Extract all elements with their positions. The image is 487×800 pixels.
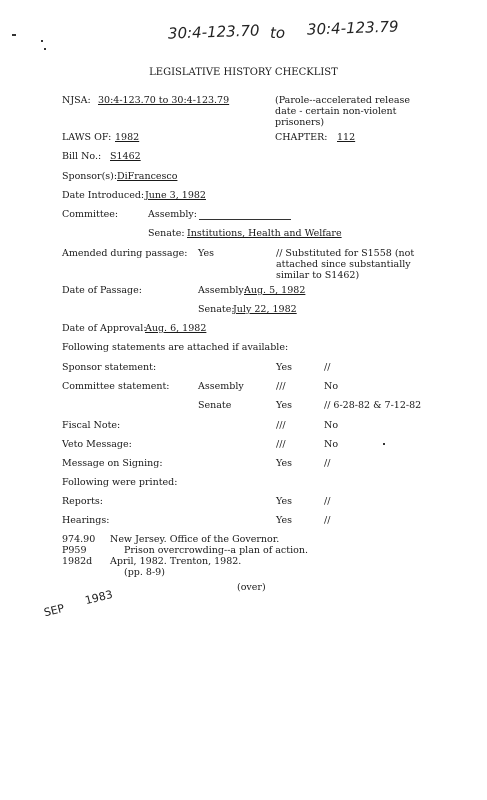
received-stamp-month: SEP (42, 601, 66, 620)
committee-statement-assembly-mark: No (324, 381, 339, 392)
sponsor-value: DiFrancesco (117, 171, 178, 182)
received-stamp-year: 1983 (83, 587, 115, 608)
fiscal-note-label: Fiscal Note: (62, 420, 121, 431)
laws-of-value: 1982 (115, 132, 140, 143)
committee-assembly-blank (199, 209, 291, 220)
handwritten-citation-to: 30:4-123.79 (306, 17, 399, 39)
passage-assembly-value: Aug. 5, 1982 (244, 285, 306, 296)
njsa-value: 30:4-123.70 to 30:4-123.79 (98, 95, 230, 106)
message-on-signing-label: Message on Signing: (62, 458, 163, 469)
njsa-note-line-3: prisoners) (275, 117, 325, 128)
over-note: (over) (237, 582, 266, 593)
hearings-status: Yes (276, 515, 292, 526)
amended-note-line-1: // Substituted for S1558 (not (276, 248, 415, 259)
bill-no-label: Bill No.: (62, 151, 102, 162)
committee-senate-value: Institutions, Health and Welfare (187, 228, 342, 239)
handwritten-to: to (270, 24, 286, 42)
message-on-signing-status: Yes (276, 458, 292, 469)
amended-note-line-3: similar to S1462) (276, 270, 360, 281)
committee-senate-label: Senate: (148, 228, 185, 239)
citation-line-2: Prison overcrowding--a plan of action. (124, 545, 308, 556)
committee-statement-senate-mark: // 6-28-82 & 7-12-82 (324, 400, 422, 411)
hearings-label: Hearings: (62, 515, 110, 526)
message-on-signing-mark: // (324, 458, 331, 469)
njsa-note-line-1: (Parole--accelerated release (275, 95, 410, 106)
reports-mark: // (324, 496, 331, 507)
call-number-3: 1982d (62, 556, 93, 567)
njsa-label: NJSA: (62, 95, 91, 106)
passage-senate-value: July 22, 1982 (233, 304, 297, 315)
committee-statement-senate-status: Yes (276, 400, 292, 411)
date-introduced-label: Date Introduced: (62, 190, 145, 201)
call-number-1: 974.90 (62, 534, 96, 545)
sponsor-statement-label: Sponsor statement: (62, 362, 157, 373)
citation-line-4: (pp. 8-9) (124, 567, 165, 578)
scan-speck (12, 34, 16, 36)
bill-no-value: S1462 (110, 151, 141, 162)
date-of-approval-value: Aug. 6, 1982 (145, 323, 207, 334)
citation-line-3: April, 1982. Trenton, 1982. (110, 556, 242, 567)
call-number-2: P959 (62, 545, 87, 556)
committee-statement-assembly: Assembly (198, 381, 244, 392)
committee-statement-senate: Senate (198, 400, 232, 411)
scan-speck (383, 443, 385, 445)
date-introduced-value: June 3, 1982 (145, 190, 206, 201)
veto-message-status: /// (276, 439, 286, 450)
laws-of-label: LAWS OF: (62, 132, 112, 143)
amended-value: Yes (198, 248, 214, 259)
sponsor-statement-status: Yes (276, 362, 292, 373)
committee-label: Committee: (62, 209, 119, 220)
amended-note-line-2: attached since substantially (276, 259, 411, 270)
njsa-note-line-2: date - certain non-violent (275, 106, 397, 117)
committee-assembly-label: Assembly: (148, 209, 197, 220)
reports-label: Reports: (62, 496, 104, 507)
sponsor-label: Sponsor(s): (62, 171, 118, 182)
reports-status: Yes (276, 496, 292, 507)
printed-intro: Following were printed: (62, 477, 178, 488)
fiscal-note-mark: No (324, 420, 339, 431)
passage-senate-label: Senate: (198, 304, 235, 315)
fiscal-note-status: /// (276, 420, 286, 431)
scan-speck (44, 48, 46, 50)
committee-statement-label: Committee statement: (62, 381, 170, 392)
chapter-value: 112 (337, 132, 356, 143)
date-of-passage-label: Date of Passage: (62, 285, 142, 296)
handwritten-citation-from: 30:4-123.70 (167, 21, 260, 43)
committee-statement-assembly-status: /// (276, 381, 286, 392)
statements-intro: Following statements are attached if available: (62, 342, 289, 353)
passage-assembly-label: Assembly: (198, 285, 247, 296)
hearings-mark: // (324, 515, 331, 526)
veto-message-mark: No (324, 439, 339, 450)
chapter-label: CHAPTER: (275, 132, 328, 143)
page-title: LEGISLATIVE HISTORY CHECKLIST (149, 67, 338, 78)
veto-message-label: Veto Message: (62, 439, 132, 450)
date-of-approval-label: Date of Approval: (62, 323, 147, 334)
scan-speck (41, 40, 43, 42)
amended-label: Amended during passage: (62, 248, 188, 259)
citation-line-1: New Jersey. Office of the Governor. (110, 534, 280, 545)
sponsor-statement-mark: // (324, 362, 331, 373)
